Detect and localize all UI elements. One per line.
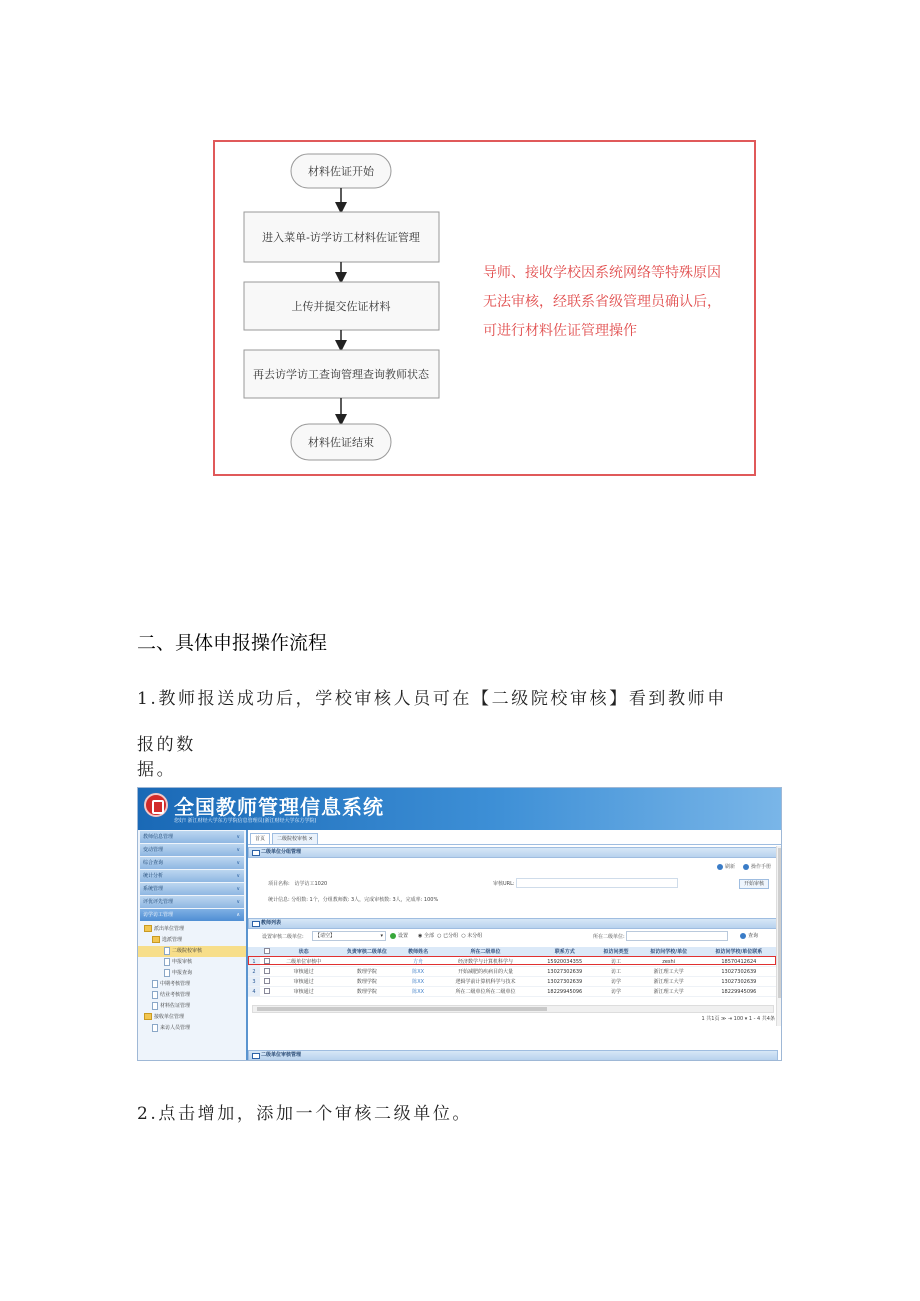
manual-icon[interactable]	[743, 864, 749, 870]
cell-visit-school: zeshi	[638, 957, 700, 967]
cell-review-unit: 数理学院	[333, 967, 400, 977]
file-icon	[164, 958, 170, 966]
file-icon	[164, 947, 170, 955]
chevron-up-icon: ∧	[236, 912, 240, 918]
cell-visit-type: 访学	[594, 977, 637, 987]
tab-bar	[248, 830, 782, 845]
radio-label: 已分组	[443, 933, 459, 939]
flowchart-figure	[213, 140, 756, 476]
panel-group-management	[248, 858, 782, 918]
tree-label: 申报查询	[172, 970, 193, 976]
cell-visit-type: 访工	[594, 967, 637, 977]
tab-college-review[interactable]: 二级院校审核 ×	[272, 833, 318, 844]
menu-item-awards[interactable]	[140, 896, 244, 908]
cell-visit-contact: 18570412624	[700, 957, 778, 967]
row-index: 1	[248, 957, 260, 967]
panel-teacher-list-title: 教师列表	[248, 918, 782, 929]
tree-label: 二级院校审核	[172, 948, 203, 954]
row-checkbox[interactable]	[260, 967, 274, 977]
cell-visit-school: 浙江理工大学	[638, 967, 700, 977]
chevron-down-icon: ▾	[380, 933, 383, 939]
tab-home[interactable]: 首页	[250, 833, 270, 844]
tree-item-college-review[interactable]	[138, 946, 246, 957]
paragraph-2: 2.点击增加，添加一个审核二级单位。	[137, 1104, 473, 1124]
menu-item-stats[interactable]	[140, 870, 244, 882]
menu-label: 综合查询	[143, 860, 164, 866]
column-header: 联系方式	[535, 947, 594, 957]
column-header: 拟访问学校/单位联系	[700, 947, 778, 957]
teacher-table	[248, 947, 778, 997]
tree-item-receiving-unit[interactable]	[138, 1012, 246, 1023]
cell-review-unit: 数理学院	[333, 977, 400, 987]
search-icon	[740, 933, 746, 939]
set-button-label: 设置	[398, 933, 409, 939]
tree-label: 材料佐证管理	[160, 1003, 191, 1009]
radio-grouped[interactable]: ○ 已分组	[437, 933, 459, 939]
panel-unit-review-title: 二级单位审核管理	[248, 1050, 778, 1061]
cell-teacher-name[interactable]: 陈XX	[401, 977, 436, 987]
paragraph-1-line-2: 报的数	[137, 735, 196, 755]
cell-visit-school: 浙江理工大学	[638, 977, 700, 987]
cell-visit-contact: 18229945096	[700, 987, 778, 997]
cell-visit-contact: 13027302639	[700, 967, 778, 977]
flow-step-menu-label: 进入菜单-访学访工材料佐证管理	[262, 231, 420, 244]
cell-contact: 18229945096	[535, 987, 594, 997]
chevron-down-icon: ∨	[236, 899, 240, 905]
column-header: 拟访问学校/单位	[638, 947, 700, 957]
project-row	[268, 880, 327, 887]
menu-label: 教师信息管理	[143, 834, 174, 840]
cell-teacher-name[interactable]: 方舟	[401, 957, 436, 967]
row-index: 2	[248, 967, 260, 977]
column-header: 状态	[274, 947, 333, 957]
menu-label: 统计分析	[143, 873, 164, 879]
sidebar-tree	[138, 921, 246, 1034]
flow-step-upload-label: 上传并提交佐证材料	[291, 300, 391, 313]
menu-label: 访学访工管理	[143, 912, 174, 918]
app-header	[138, 788, 782, 830]
cell-contact: 13027302639	[535, 977, 594, 987]
tree-label: 接收单位管理	[154, 1014, 185, 1020]
tree-label: 结业考核管理	[160, 992, 191, 998]
logo-icon	[144, 793, 168, 817]
project-value: 访学访工1020	[294, 881, 328, 887]
pagination[interactable]: 1 共1页 ≫ ⇥ 100 ▾ 1 - 4 共4条	[701, 1016, 775, 1022]
note-line: 无法审核，经联系省级管理员确认后，	[483, 294, 721, 310]
app-title: 全国教师管理信息系统	[174, 795, 384, 819]
chevron-down-icon: ∨	[236, 873, 240, 879]
scrollbar-thumb[interactable]	[778, 848, 782, 998]
row-checkbox[interactable]	[260, 977, 274, 987]
dept-label: 所在二级单位:	[593, 934, 625, 940]
cell-dept: 经济数学与计算机科学与	[436, 957, 535, 967]
paragraph-1-line-1: 1.教师报送成功后，学校审核人员可在【二级院校审核】看到教师申	[137, 689, 727, 709]
audit-url-field[interactable]	[516, 878, 678, 888]
flow-step-query-label: 再去访学访工查询管理查询教师状态	[253, 368, 429, 381]
note-line: 可进行材料佐证管理操作	[483, 323, 637, 339]
cell-dept: 开始减肥的疾病目的大量	[436, 967, 535, 977]
panel-group-management-title: 二级单位分组管理	[248, 847, 782, 858]
chevron-down-icon: ∨	[236, 847, 240, 853]
teacher-filter-row	[248, 929, 782, 943]
row-index: 4	[248, 987, 260, 997]
checkbox-icon[interactable]	[264, 978, 270, 984]
cell-visit-type: 访工	[594, 957, 637, 967]
cell-teacher-name[interactable]: 陈XX	[401, 987, 436, 997]
sidebar	[138, 830, 248, 1061]
file-icon	[152, 1002, 158, 1010]
folder-icon	[144, 1013, 152, 1020]
app-screenshot	[137, 787, 782, 1061]
radio-label: 未分组	[467, 933, 483, 939]
menu-item-teacher-info[interactable]	[140, 831, 244, 843]
checkbox-icon[interactable]	[264, 968, 270, 974]
note-line: 导师、接收学校因系统网络等特殊原因	[483, 265, 721, 281]
panel-toolbar	[717, 863, 771, 870]
section-heading: 二、具体申报操作流程	[137, 632, 328, 654]
cell-visit-contact: 13027302639	[700, 977, 778, 987]
highlight-row-box	[248, 956, 776, 965]
folder-icon	[144, 925, 152, 932]
tree-label: 派出单位管理	[154, 926, 185, 932]
panel-unit-review	[248, 1050, 778, 1061]
flow-start-label: 材料佐证开始	[308, 165, 374, 178]
column-header: 拟访问类型	[594, 947, 637, 957]
filter-select[interactable]	[312, 931, 386, 941]
search-button-label: 查询	[748, 933, 759, 939]
tree-item-midterm[interactable]	[138, 979, 246, 990]
gear-icon	[390, 933, 396, 939]
menu-label: 评优评先管理	[143, 899, 174, 905]
tree-item-application-review[interactable]	[138, 957, 246, 968]
cell-status: 审核通过	[274, 987, 333, 997]
tree-item-dispatch-unit[interactable]	[138, 924, 246, 935]
cell-visit-school: 浙江理工大学	[638, 987, 700, 997]
tree-item-materials[interactable]	[138, 1001, 246, 1012]
cell-dept: 逻辑学前计算机科学与技术	[436, 977, 535, 987]
menu-item-system[interactable]	[140, 883, 244, 895]
refresh-button[interactable]: 刷新	[725, 864, 736, 870]
project-label: 项目名称:	[268, 881, 290, 887]
file-icon	[152, 1024, 158, 1032]
tree-label: 来访人员管理	[160, 1025, 191, 1031]
row-checkbox[interactable]	[260, 987, 274, 997]
tree-item-visitors[interactable]	[138, 1023, 246, 1034]
tree-item-selection[interactable]	[138, 935, 246, 946]
cell-status: 审核通过	[274, 967, 333, 977]
radio-ungrouped[interactable]: ○ 未分组	[461, 933, 483, 939]
menu-label: 系统管理	[143, 886, 164, 892]
menu-item-query[interactable]	[140, 857, 244, 869]
tree-item-completion[interactable]	[138, 990, 246, 1001]
cell-dept: 所在二级单位所在二级单位	[436, 987, 535, 997]
audit-url-label: 审核URL:	[493, 881, 515, 887]
column-header: 教师姓名	[401, 947, 436, 957]
flow-end-label: 材料佐证结束	[308, 436, 374, 449]
filter-radios	[418, 932, 482, 939]
checkbox-icon[interactable]	[264, 948, 270, 954]
file-icon	[152, 980, 158, 988]
radio-all[interactable]: ◉ 全部	[418, 933, 434, 939]
flowchart-note	[483, 259, 753, 346]
file-icon	[152, 991, 158, 999]
search-button[interactable]	[740, 932, 758, 939]
menu-item-change[interactable]	[140, 844, 244, 856]
cell-visit-type: 访学	[594, 987, 637, 997]
tree-label: 申报审核	[172, 959, 193, 965]
chevron-down-icon: ∨	[236, 860, 240, 866]
vertical-scrollbar[interactable]	[776, 846, 782, 1026]
set-button[interactable]	[390, 932, 408, 939]
column-header: 负责审核二级单位	[333, 947, 400, 957]
horizontal-scrollbar[interactable]	[252, 1005, 774, 1013]
tree-label: 中期考核管理	[160, 981, 191, 987]
table-row[interactable]	[248, 977, 778, 987]
file-icon	[164, 969, 170, 977]
radio-label: 全部	[423, 933, 434, 939]
scrollbar-thumb[interactable]	[257, 1007, 547, 1011]
app-subtitle: 您好! 浙江财经大学东方学院信息管理员(浙江财经大学东方学院)	[174, 818, 317, 824]
checkbox-icon[interactable]	[264, 988, 270, 994]
filter-label: 设置审核二级单位:	[262, 934, 304, 940]
tree-item-application-query[interactable]	[138, 968, 246, 979]
cell-review-unit: 数理学院	[333, 987, 400, 997]
filter-select-value: 【请空】	[315, 933, 336, 939]
cell-contact: 13027302639	[535, 967, 594, 977]
cell-teacher-name[interactable]: 陈XX	[401, 967, 436, 977]
menu-item-visiting[interactable]	[140, 909, 244, 921]
main-content	[248, 830, 782, 1061]
table-row[interactable]	[248, 987, 778, 997]
menu-label: 变动管理	[143, 847, 164, 853]
cell-status: 审核通过	[274, 977, 333, 987]
tree-label: 选派管理	[162, 937, 183, 943]
dept-input[interactable]	[626, 931, 728, 941]
paragraph-1-line-3: 据。	[137, 760, 177, 780]
stats-text: 统计信息: 分组数: 1个，分组教师数: 3人，完成审核数: 3人，完成率: 100%	[268, 897, 439, 903]
column-header: 所在二级单位	[436, 947, 535, 957]
row-index: 3	[248, 977, 260, 987]
chevron-down-icon: ∨	[236, 886, 240, 892]
refresh-icon[interactable]	[717, 864, 723, 870]
chevron-down-icon: ∨	[236, 834, 240, 840]
table-row[interactable]	[248, 967, 778, 977]
cell-status: 二级单位审核中	[274, 957, 333, 967]
cell-contact: 15920034355	[535, 957, 594, 967]
manual-button[interactable]: 操作手册	[750, 864, 771, 870]
folder-icon	[152, 936, 160, 943]
start-review-button[interactable]: 开始审核	[739, 879, 769, 889]
